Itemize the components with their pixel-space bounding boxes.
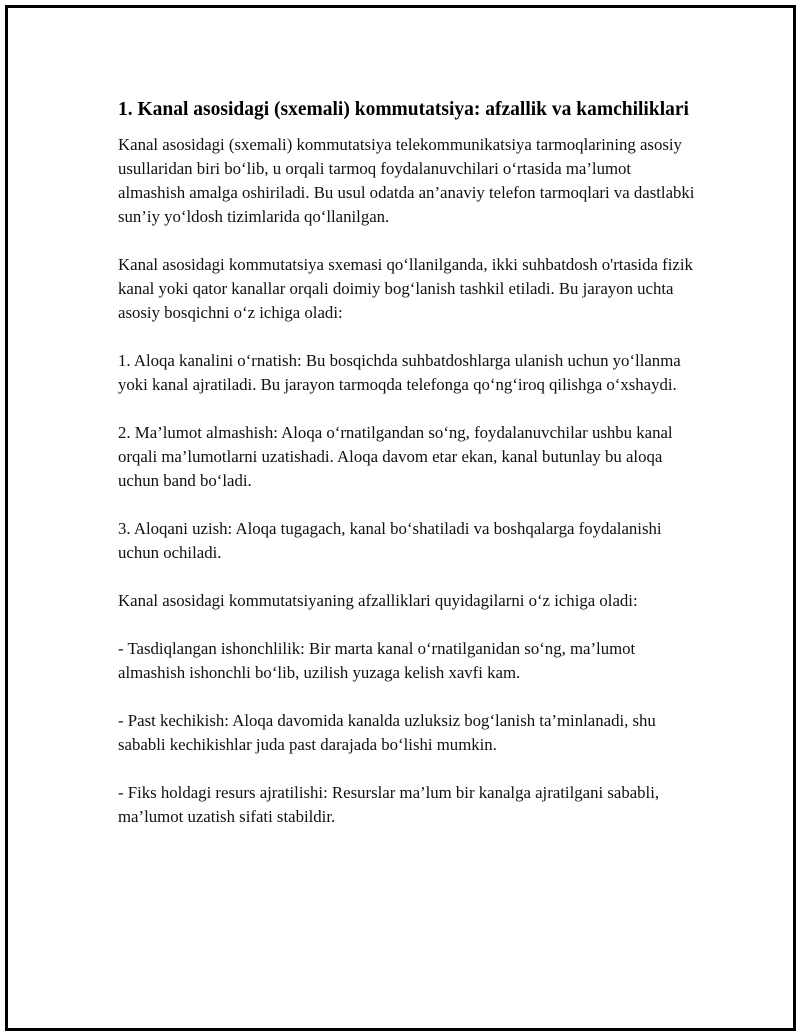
step-1-paragraph: 1. Aloqa kanalini o‘rnatish: Bu bosqichda suhbatdoshlarga ulanish uchun yo‘llanma yoki kanal ajratiladi. Bu jarayon tarmoqda telefonga qo‘ng‘iroq qilishga o‘xshaydi. bbox=[118, 351, 681, 394]
step-2-paragraph: 2. Ma’lumot almashish: Aloqa o‘rnatilgandan so‘ng, foydalanuvchilar ushbu kanal orqali ma’lumotlarni uzatishadi. Aloqa davom etar ekan, kanal butunlay bu aloqa uchun band bo‘ladi. bbox=[118, 423, 673, 490]
scheme-paragraph: Kanal asosidagi kommutatsiya sxemasi qo‘llanilganda, ikki suhbatdosh o'rtasida fizik kanal yoki qator kanallar orqali doimiy bog‘lanish tashkil etiladi. Bu jarayon uchta asosiy bosqichni o‘z ichiga oladi: bbox=[118, 255, 693, 322]
step-3-paragraph: 3. Aloqani uzish: Aloqa tugagach, kanal bo‘shatiladi va boshqalarga foydalanishi uchun ochiladi. bbox=[118, 519, 662, 562]
advantage-low-latency: - Past kechikish: Aloqa davomida kanalda uzluksiz bog‘lanish ta’minlanadi, shu sababli kechikishlar juda past darajada bo‘lishi mumkin. bbox=[118, 711, 656, 754]
advantage-reliability: - Tasdiqlangan ishonchlilik: Bir marta kanal o‘rnatilganidan so‘ng, ma’lumot almashish ishonchli bo‘lib, uzilish yuzaga kelish xavfi kam. bbox=[118, 639, 636, 682]
section-heading: 1. Kanal asosidagi (sxemali) kommutatsiya: afzallik va kamchiliklari bbox=[118, 99, 689, 120]
document-body bbox=[118, 96, 698, 853]
advantage-fixed-resources: - Fiks holdagi resurs ajratilishi: Resurslar ma’lum bir kanalga ajratilgani sababli, ma’lumot uzatish sifati stabildir. bbox=[118, 783, 660, 826]
advantages-intro-paragraph: Kanal asosidagi kommutatsiyaning afzalliklari quyidagilarni o‘z ichiga oladi: bbox=[118, 591, 638, 610]
intro-paragraph: Kanal asosidagi (sxemali) kommutatsiya telekommunikatsiya tarmoqlarining asosiy usullaridan biri bo‘lib, u orqali tarmoq foydalanuvchilari o‘rtasida ma’lumot almashish amalga oshiriladi. Bu usul odatda an’anaviy telefon tarmoqlari va dastlabki sun’iy yo‘ldosh tizimlarida qo‘llanilgan. bbox=[118, 135, 695, 226]
